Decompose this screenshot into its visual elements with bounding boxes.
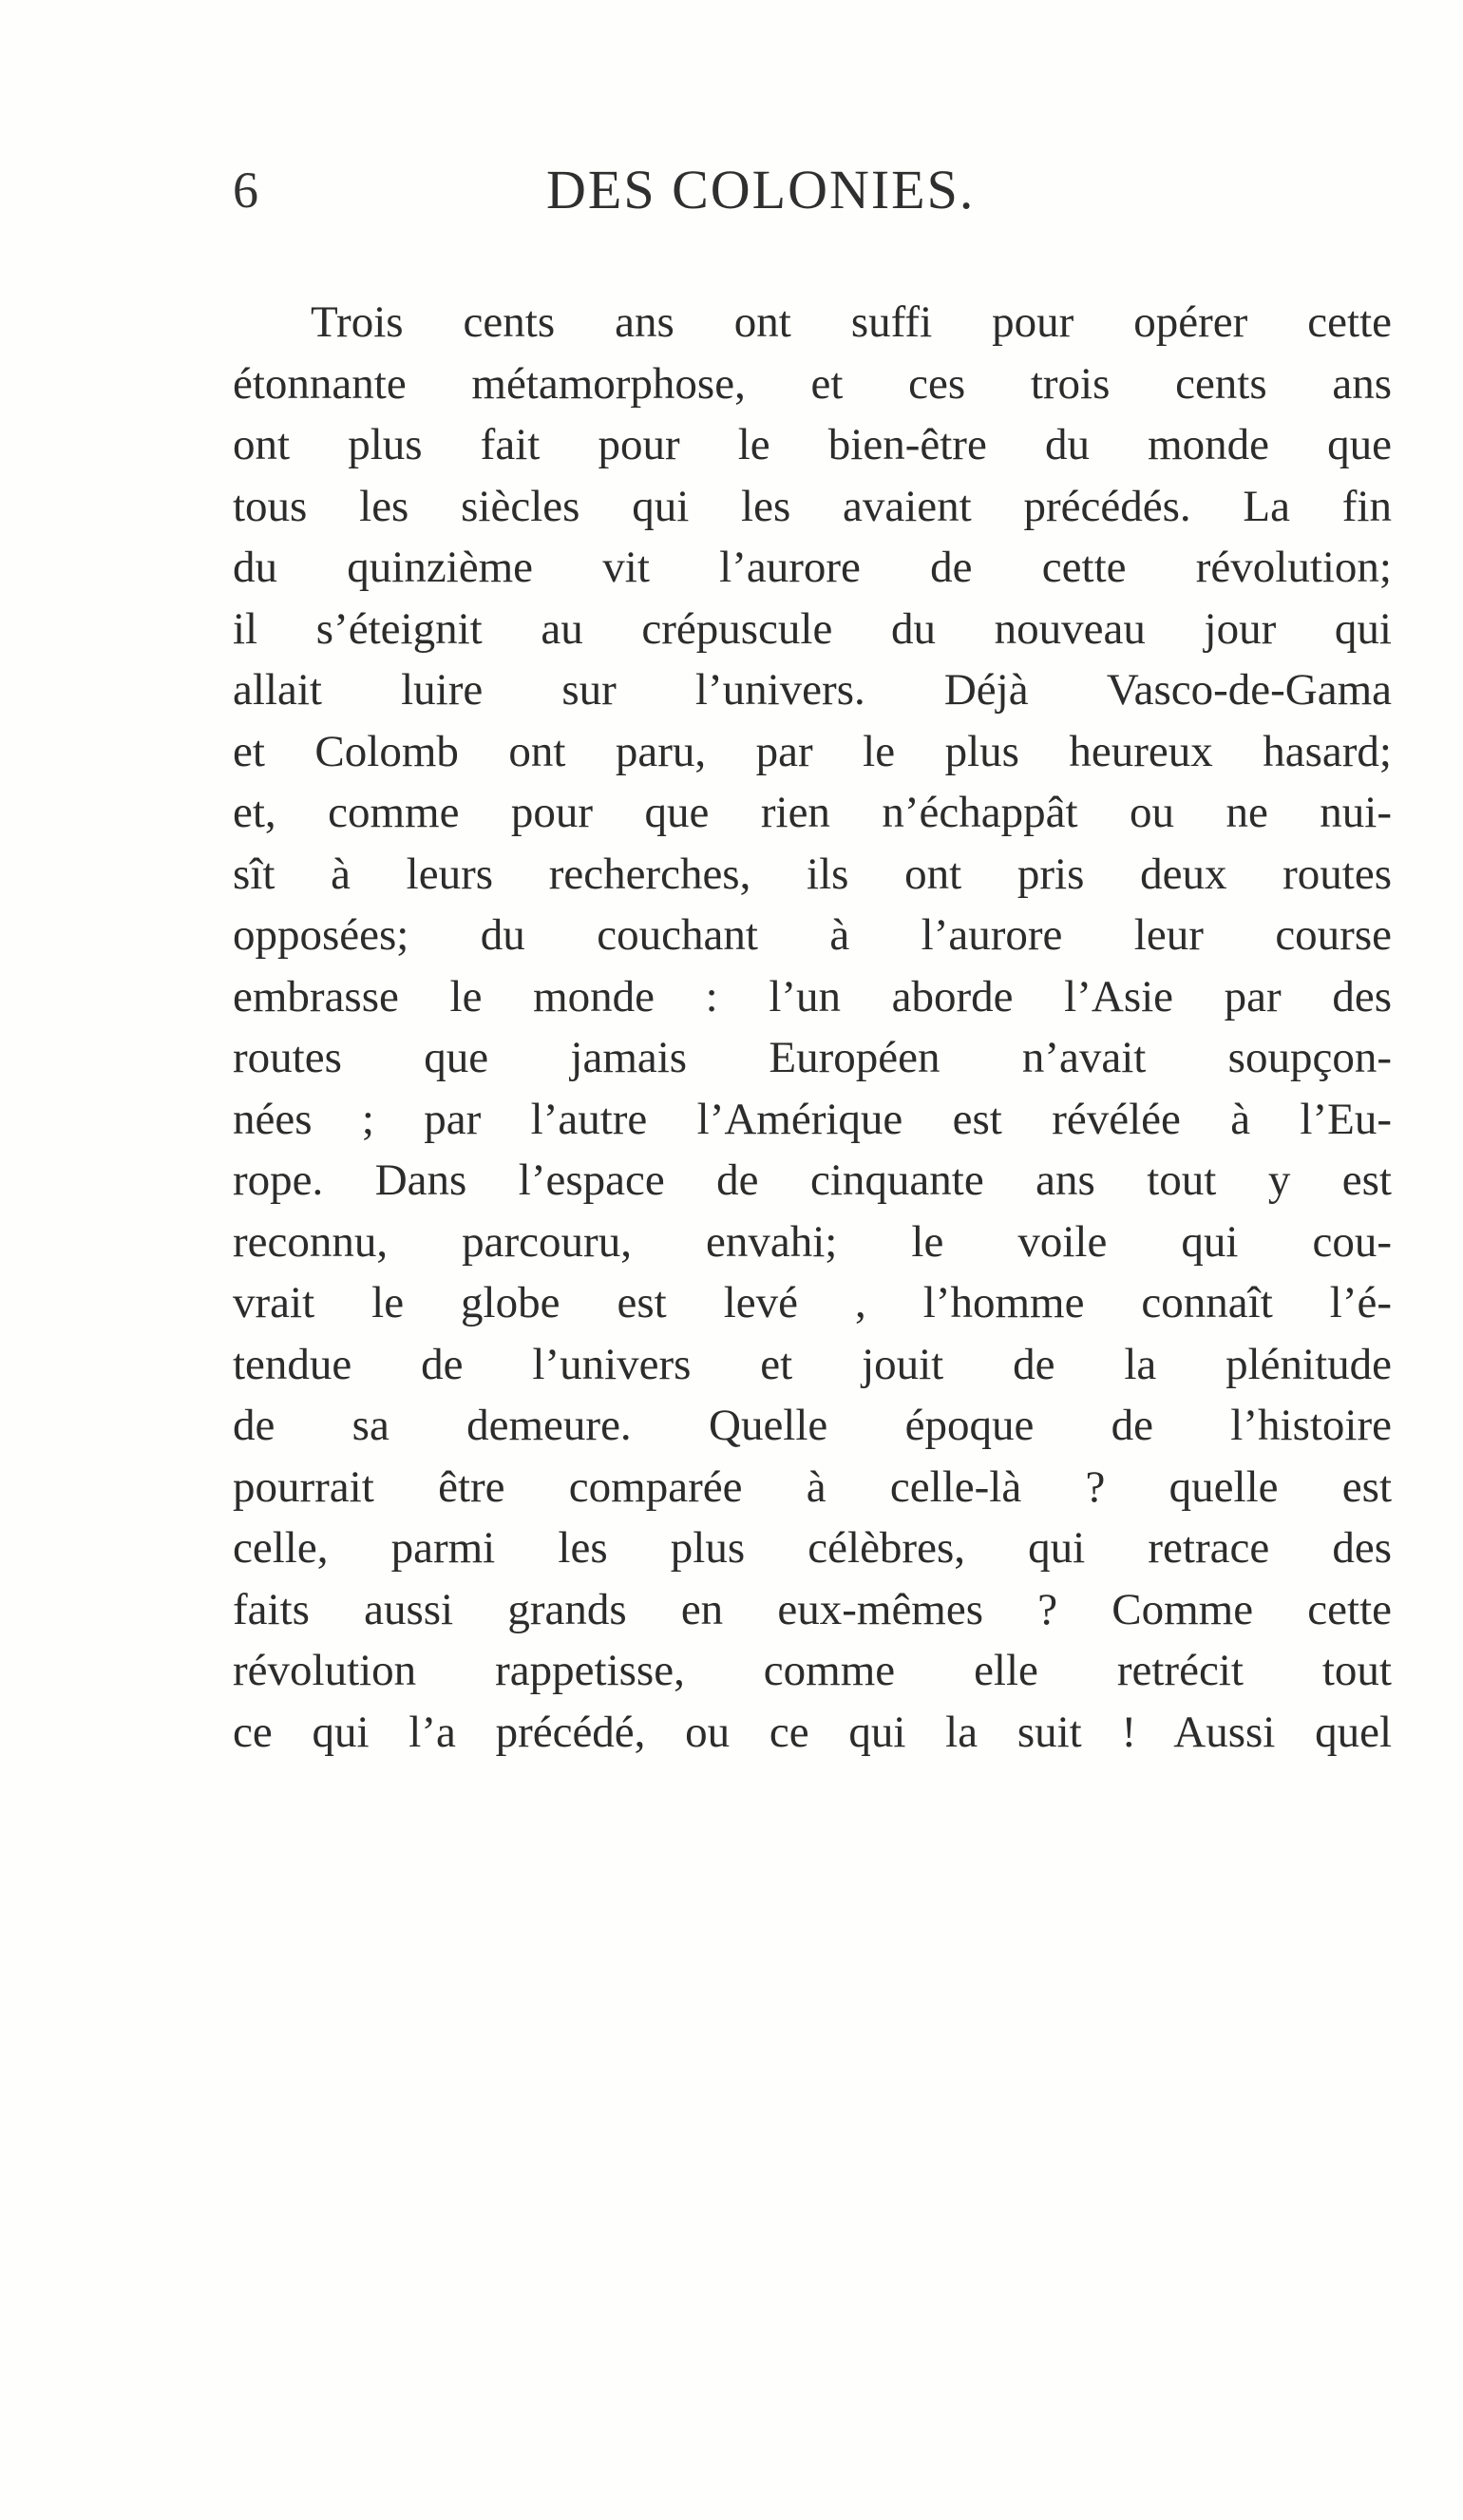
text-line: rope. Dans l’espace de cinquante ans tout y est <box>233 1155 1392 1205</box>
running-title: DES COLONIES. <box>546 159 976 220</box>
text-line: et, comme pour que rien n’échappât ou ne nui- <box>233 788 1392 837</box>
text-line: ont plus fait pour le bien-être du monde que <box>233 420 1392 469</box>
page-header <box>233 157 1059 223</box>
text-line: pourrait être comparée à celle-là ? quelle est <box>233 1461 1392 1512</box>
text-line: vrait le globe est levé , l’homme connaît l’é- <box>233 1278 1392 1327</box>
text-line: nées ; par l’autre l’Amérique est révélée à l’Eu- <box>233 1094 1392 1144</box>
text-line: révolution rappetisse, comme elle retrécit tout <box>233 1646 1392 1695</box>
text-line: de sa demeure. Quelle époque de l’histoire <box>233 1401 1392 1450</box>
text-line: il s’éteignit au crépuscule du nouveau jour qui <box>233 603 1392 654</box>
body-text <box>233 292 1392 1763</box>
text-line: routes que jamais Européen n’avait soupçon- <box>233 1033 1392 1082</box>
text-line: Trois cents ans ont suffi pour opérer cette <box>311 297 1392 347</box>
page-number: 6 <box>233 162 258 219</box>
text-line: ce qui l’a précédé, ou ce qui la suit ! Aussi quel <box>233 1707 1392 1757</box>
text-line: reconnu, parcouru, envahi; le voile qui cou- <box>233 1216 1392 1267</box>
text-line: celle, parmi les plus célèbres, qui retrace des <box>233 1523 1392 1573</box>
text-line: et Colomb ont paru, par le plus heureux hasard; <box>233 726 1392 776</box>
text-line: du quinzième vit l’aurore de cette révolution; <box>233 543 1392 592</box>
text-line: faits aussi grands en eux-mêmes ? Comme cette <box>233 1584 1392 1634</box>
text-line: sît à leurs recherches, ils ont pris deux routes <box>233 849 1392 899</box>
text-line: opposées; du couchant à l’aurore leur course <box>233 910 1392 960</box>
text-line: embrasse le monde : l’un aborde l’Asie par des <box>233 971 1392 1021</box>
text-line: tous les siècles qui les avaient précédés. La fin <box>233 481 1392 531</box>
text-line: allait luire sur l’univers. Déjà Vasco-de-Gama <box>233 665 1392 715</box>
text-line: tendue de l’univers et jouit de la plénitude <box>233 1339 1392 1389</box>
text-line: étonnante métamorphose, et ces trois cents ans <box>233 358 1392 409</box>
